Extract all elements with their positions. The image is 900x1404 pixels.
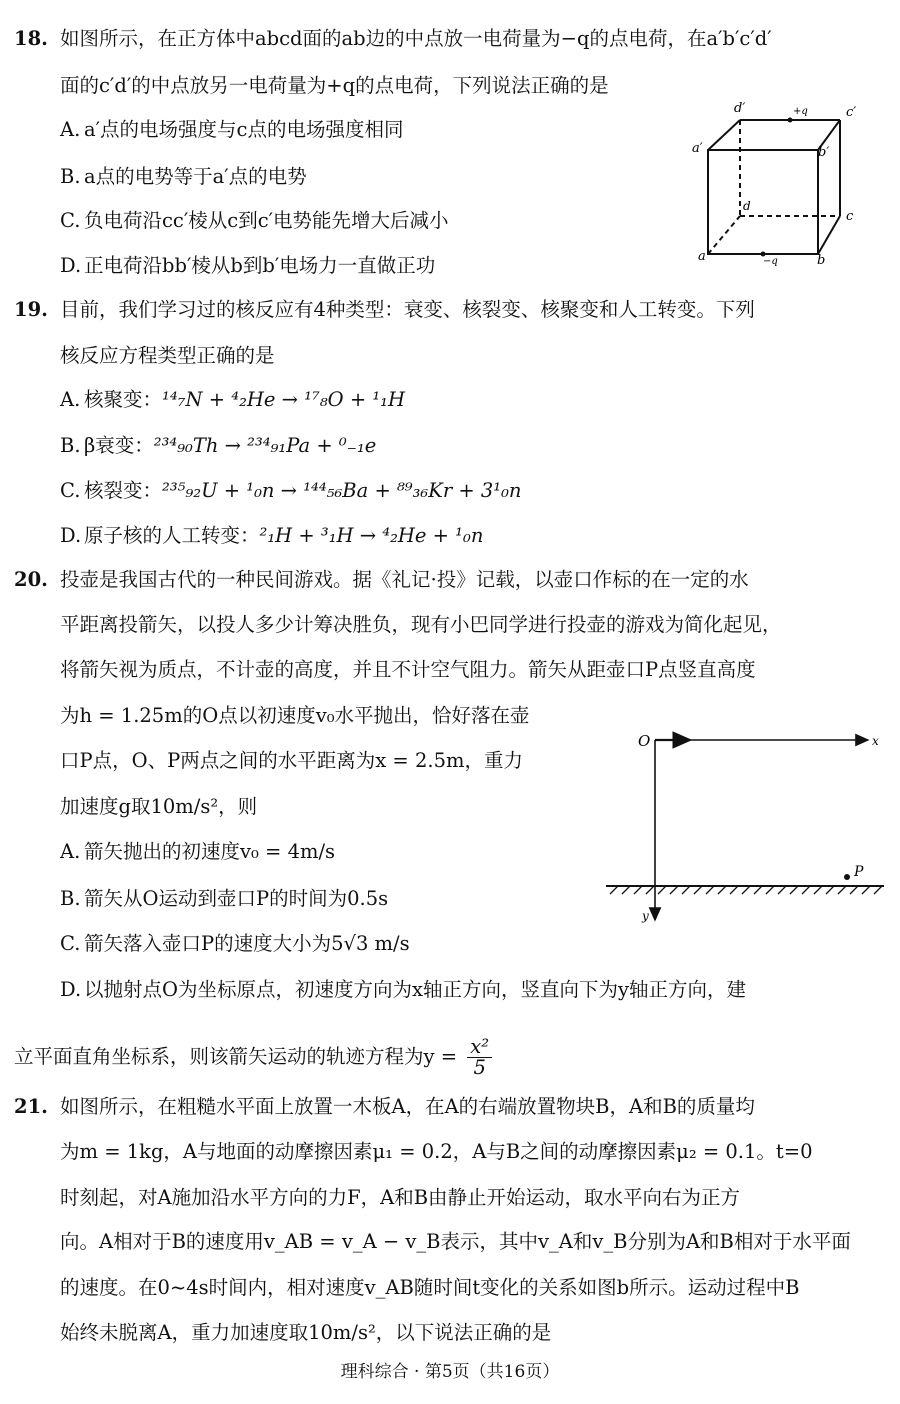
q20-stem-line-2: 平距离投箭矢，以投人多少计筹决胜负，现有小巴同学进行投壶的游戏为简化起见， [60, 613, 782, 636]
option-letter: B. [60, 165, 81, 188]
q21-stem-line-3: 时刻起，对A施加沿水平方向的力F，A和B由静止开始运动，取水平向右为正方 [60, 1186, 741, 1209]
q20-option-a [60, 837, 335, 867]
q19-option-b [60, 431, 376, 461]
option-text: 箭矢抛出的初速度v₀ = 4m/s [84, 840, 336, 863]
q21-stem-line-6: 始终未脱离A，重力加速度取10m/s²，以下说法正确的是 [60, 1321, 552, 1344]
option-text: 以抛射点O为坐标原点，初速度方向为x轴正方向，竖直向下为y轴正方向，建 [84, 978, 747, 1001]
option-text: 箭矢落入壶口P的速度大小为5√3 m/s [84, 932, 410, 955]
label-aprime: a′ [692, 141, 703, 156]
q19-option-c [60, 476, 521, 506]
label-d: d [743, 199, 751, 213]
q18-option-d [60, 251, 435, 281]
fraction-numerator: x² [467, 1037, 492, 1058]
q18-number: 18. [14, 27, 48, 50]
q18-option-b [60, 162, 307, 192]
q20-stem-line-3: 将箭矢视为质点，不计壶的高度，并且不计空气阻力。箭矢从距壶口P点竖直高度 [60, 658, 756, 681]
label-o: O [638, 732, 651, 750]
nuclear-equation: ²³⁵₉₂U + ¹₀n → ¹⁴⁴₅₆Ba + ⁸⁹₃₆Kr + 3¹₀n [162, 479, 522, 502]
option-letter: D. [60, 524, 82, 547]
q20-stem-line-6: 加速度g取10m/s²，则 [60, 795, 258, 818]
nuclear-equation: ²³⁴₉₀Th → ²³⁴₉₁Pa + ⁰₋₁e [153, 434, 377, 457]
q20-option-c [60, 929, 410, 959]
q19-stem-line-2: 核反应方程类型正确的是 [60, 344, 275, 367]
q21-stem-line-5: 的速度。在0~4s时间内，相对速度v_AB随时间t变化的关系如图b所示。运动过程中B [60, 1276, 800, 1299]
label-x: x [872, 734, 879, 748]
label-c: c [846, 209, 854, 224]
projectile-figure [600, 720, 890, 930]
q19-option-a [60, 385, 405, 415]
q19-stem-line-1: 目前，我们学习过的核反应有4种类型：衰变、核裂变、核聚变和人工转变。下列 [60, 298, 755, 321]
q18-stem-line-2: 面的c′d′的中点放另一电荷量为+q的点电荷，下列说法正确的是 [60, 74, 609, 97]
nuclear-equation: ²₁H + ³₁H → ⁴₂He + ¹₀n [259, 524, 484, 547]
option-text: a′点的电场强度与c点的电场强度相同 [84, 118, 404, 141]
q20-option-d [60, 975, 746, 1005]
option-label: 核聚变： [84, 388, 163, 411]
option-letter: C. [60, 932, 81, 955]
q21-stem-line-2: 为m = 1kg，A与地面的动摩擦因素μ₁ = 0.2，A与B之间的动摩擦因素μ₂ = 0.1。t=0 [60, 1140, 813, 1163]
q18-option-a [60, 115, 403, 145]
option-label: 原子核的人工转变： [84, 524, 260, 547]
option-label: 核裂变： [84, 479, 163, 502]
page-footer: 理科综合 · 第5页（共16页） [340, 1362, 560, 1382]
front-face [708, 150, 818, 254]
option-letter: D. [60, 978, 82, 1001]
label-b: b [817, 253, 826, 268]
option-letter: D. [60, 254, 82, 277]
edge-aprime-dprime [708, 120, 740, 150]
option-letter: A. [60, 118, 81, 141]
q19-option-d [60, 521, 483, 551]
option-letter: A. [60, 840, 81, 863]
q21-stem-line-1: 如图所示，在粗糙水平面上放置一木板A，在A的右端放置物块B，A和B的质量均 [60, 1095, 755, 1118]
option-letter: B. [60, 434, 81, 457]
option-text: 箭矢从O运动到壶口P的时间为0.5s [84, 887, 389, 910]
option-text: 负电荷沿cc′棱从c到c′电势能先增大后减小 [84, 209, 449, 232]
fraction-denominator: 5 [473, 1056, 486, 1079]
edge-a-d-hidden [708, 216, 740, 254]
q18-stem-line-1: 如图所示，在正方体中abcd面的ab边的中点放一电荷量为−q的点电荷，在a′b′c′d′ [60, 27, 772, 50]
label-p: P [854, 864, 864, 880]
q20-number: 20. [14, 568, 48, 591]
cube-figure [690, 98, 870, 268]
label-minus-q: −q [763, 256, 778, 267]
q21-number: 21. [14, 1095, 48, 1118]
option-letter: C. [60, 209, 81, 232]
label-cprime: c′ [846, 105, 857, 120]
option-text-continued: 立平面直角坐标系，则该箭矢运动的轨迹方程为y = [14, 1045, 458, 1068]
q20-stem-line-1: 投壶是我国古代的一种民间游戏。据《礼记·投》记载，以壶口作标的在一定的水 [60, 568, 749, 591]
option-text: 正电荷沿bb′棱从b到b′电场力一直做正功 [84, 254, 436, 277]
q21-stem-line-4: 向。A相对于B的速度用v_AB = v_A − v_B表示，其中v_A和v_B分别为A和B相对于水平面 [60, 1230, 851, 1253]
plus-q-charge [788, 118, 793, 123]
option-letter: C. [60, 479, 81, 502]
q20-stem-line-5: 口P点，O、P两点之间的水平距离为x = 2.5m，重力 [60, 749, 523, 772]
option-label: β衰变： [84, 434, 154, 457]
label-y: y [642, 909, 649, 923]
q19-number: 19. [14, 298, 48, 321]
option-text: a点的电势等于a′点的电势 [84, 165, 307, 188]
label-dprime: d′ [734, 101, 746, 116]
label-plus-q: +q [793, 106, 808, 117]
q20-stem-line-4: 为h = 1.25m的O点以初速度v₀水平抛出，恰好落在壶 [60, 704, 530, 727]
q20-option-d-continuation [14, 1037, 492, 1078]
ground-hatching [610, 886, 882, 894]
trajectory-fraction [467, 1037, 492, 1078]
nuclear-equation: ¹⁴₇N + ⁴₂He → ¹⁷₈O + ¹₁H [162, 388, 405, 411]
option-letter: B. [60, 887, 81, 910]
q20-option-b [60, 884, 388, 914]
label-bprime: b′ [818, 145, 830, 160]
option-letter: A. [60, 388, 81, 411]
q18-option-c [60, 206, 449, 236]
edge-b-c [818, 216, 840, 254]
label-a: a [698, 249, 706, 264]
point-p [844, 874, 850, 880]
